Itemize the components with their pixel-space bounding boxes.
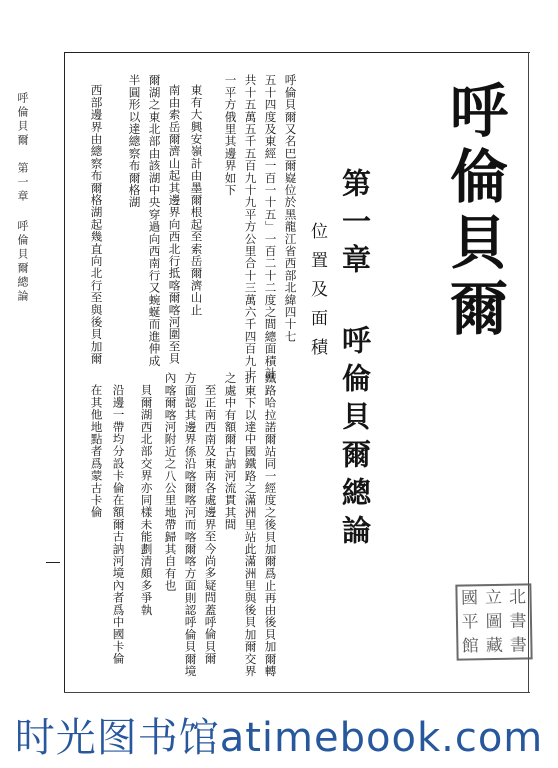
text-column: 鐵路哈拉諾爾站同一經度之後貝加爾爲止再由後貝加爾轉 <box>263 372 278 677</box>
text-column: 五十四度及東經一百一十五」一百二十二度之間總面積計 <box>263 74 278 379</box>
text-column: 至正南西南及東南各處邊界至今尚多疑問蓋呼倫貝爾 <box>203 384 218 665</box>
text-column: 呼倫貝爾又名巴爾嶷位於黑龍江省西部北緯四十七 <box>283 74 298 343</box>
text-column: 共十五萬五千五百九十九平方公里合十三萬六千四百九十 <box>243 74 258 379</box>
text-column: 半圓形以達總察布爾格湖 <box>127 74 142 209</box>
text-column: 南由索岳爾濟山起其邊界向西北行抵喀爾喀河圍至貝 <box>167 84 182 365</box>
text-column: 沿邊一帶均分設卡倫在額爾古訥河境內者爲中國卡倫 <box>111 384 126 665</box>
book-title: 呼倫貝爾 <box>440 80 508 344</box>
text-column: 貝爾湖西北部交界亦同樣未能劃清頗多爭執 <box>139 384 154 616</box>
page-number <box>46 562 60 563</box>
text-column: 爾湖之東北部由該湖中央穿過向西南行又蜿蜒而進伸成 <box>147 74 162 367</box>
text-column: 內喀爾喀河附近之八公里地帶歸其自有也 <box>163 372 178 592</box>
page-frame-left <box>64 52 65 692</box>
watermark-text: 时光图书馆atimebook.com <box>14 715 544 761</box>
text-column: 一平方俄里其邊界如下 <box>223 74 238 196</box>
page-frame-top <box>64 52 530 53</box>
margin-running-title: 呼倫貝爾 第一章 呼倫貝爾總論 <box>16 92 29 304</box>
text-column: 東有大興安嶺計由墨爾根起至索岳爾濟山止 <box>189 84 204 316</box>
text-column: 之處中有額爾古訥河流貫其間 <box>223 372 238 531</box>
library-seal-stamp: 國 立 北 平 圖 書 館 藏 書 <box>455 583 532 660</box>
section-title: 位置及面積 <box>307 222 327 367</box>
text-column: 西部邊界由總察布爾格湖起幾直向北行至與後貝加爾 <box>89 84 104 365</box>
text-column: 在其他地點者爲蒙古卡倫 <box>89 384 104 519</box>
chapter-title: 第一章 呼倫貝爾總論 <box>338 168 372 553</box>
text-column: 折東下以達中國鐵路之滿洲里站此滿洲里與後貝加爾交界 <box>243 372 258 677</box>
page-frame-bottom <box>64 692 530 693</box>
text-column: 方面認其邊界係沿喀爾喀河而喀爾喀方面則認呼倫貝爾境 <box>183 372 198 677</box>
